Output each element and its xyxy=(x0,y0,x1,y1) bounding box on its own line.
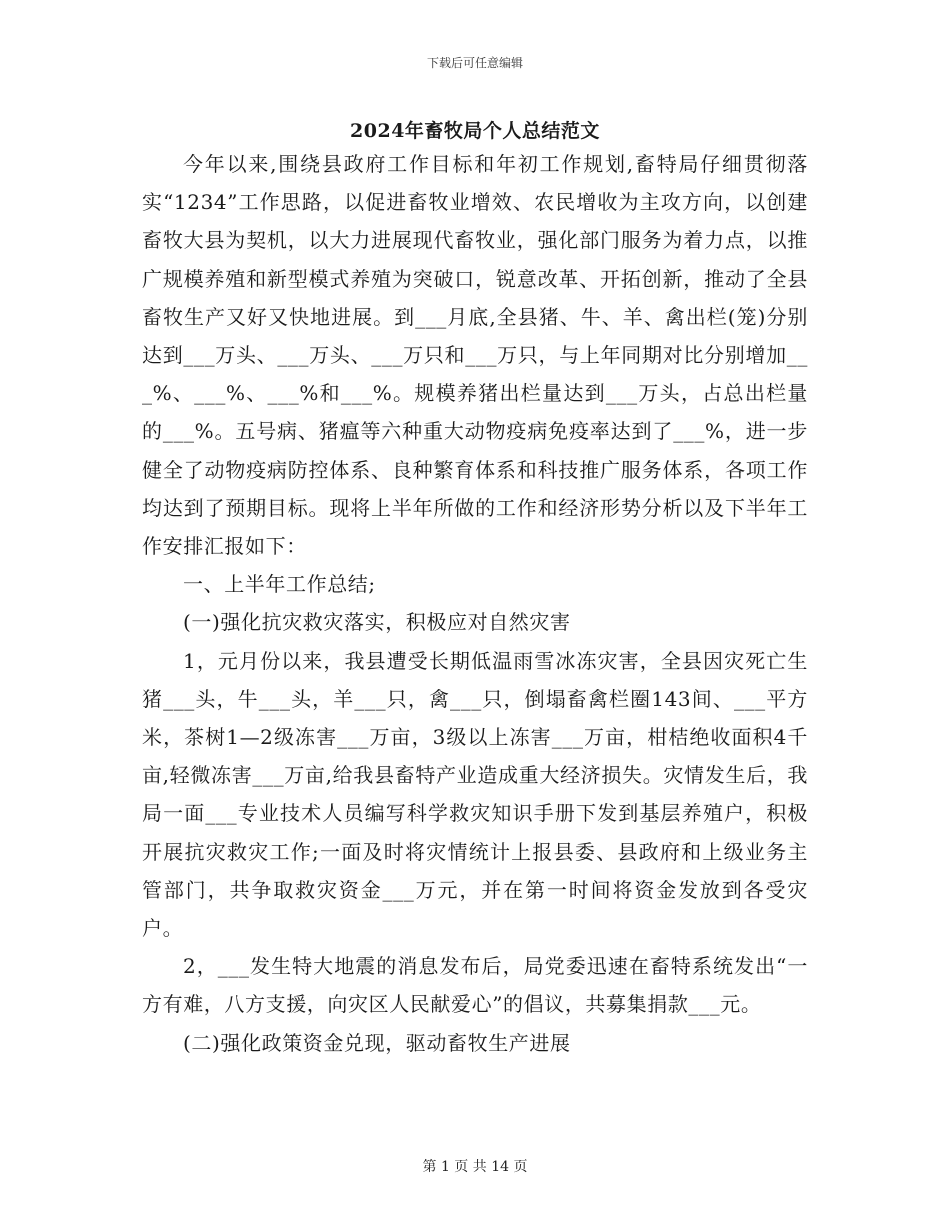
page-number: 第 1 页 共 14 页 xyxy=(422,1159,528,1175)
subsection-heading-policy-funds: (二)强化政策资金兑现，驱动畜牧生产进展 xyxy=(183,1030,571,1055)
section-heading-summary: 一、上半年工作总结; xyxy=(183,572,376,597)
paragraph-item-1: 1，元月份以来，我县遭受长期低温雨雪冰冻灾害，全县因灾死亡生猪___头，牛___头，羊___只，禽___只，倒塌畜禽栏圈143间、___平方米，茶树1—2级冻害___万亩，3级以上冻害___万亩，柑桔绝收面积4千亩,轻微冻害___万亩,给我县畜特产业造成重大经济损失。灾情发生后，我局一面___专业技术人员编写科学救灾知识手册下发到基层养殖户，积极开展抗灾救灾工作;一面及时将灾情统计上报县委、县政府和上级业务主管部门，共争取救灾资金___万元，并在第一时间将资金发放到各受灾户。 xyxy=(142,648,808,941)
paragraph-item-2: 2，___发生特大地震的消息发布后，局党委迅速在畜特系统发出“一方有难，八方支援，向灾区人民献爱心”的倡议，共募集捐款___元。 xyxy=(142,954,808,1017)
subsection-heading-disaster-relief: (一)强化抗灾救灾落实，积极应对自然灾害 xyxy=(183,610,571,635)
document-body xyxy=(142,145,808,1062)
document-title: 2024年畜牧局个人总结范文 xyxy=(350,120,600,142)
intro-paragraph: 今年以来,围绕县政府工作目标和年初工作规划,畜特局仔细贯彻落实“1234”工作思路，以促进畜牧业增效、农民增收为主攻方向，以创建畜牧大县为契机，以大力进展现代畜牧业，强化部门服务为着力点，以推广规模养殖和新型模式养殖为突破口，锐意改革、开拓创新，推动了全县畜牧生产又好又快地进展。到___月底,全县猪、牛、羊、禽出栏(笼)分别达到___万头、___万头、___万只和___万只，与上年同期对比分别增加___%、___%、___%和___%。规模养猪出栏量达到___万头，占总出栏量的___%。五号病、猪瘟等六种重大动物疫病免疫率达到了___%，进一步健全了动物疫病防控体系、良种繁育体系和科技推广服务体系，各项工作均达到了预期目标。现将上半年所做的工作和经济形势分析以及下半年工作安排汇报如下： xyxy=(142,152,808,559)
page-header-note: 下载后可任意编辑 xyxy=(426,56,523,70)
